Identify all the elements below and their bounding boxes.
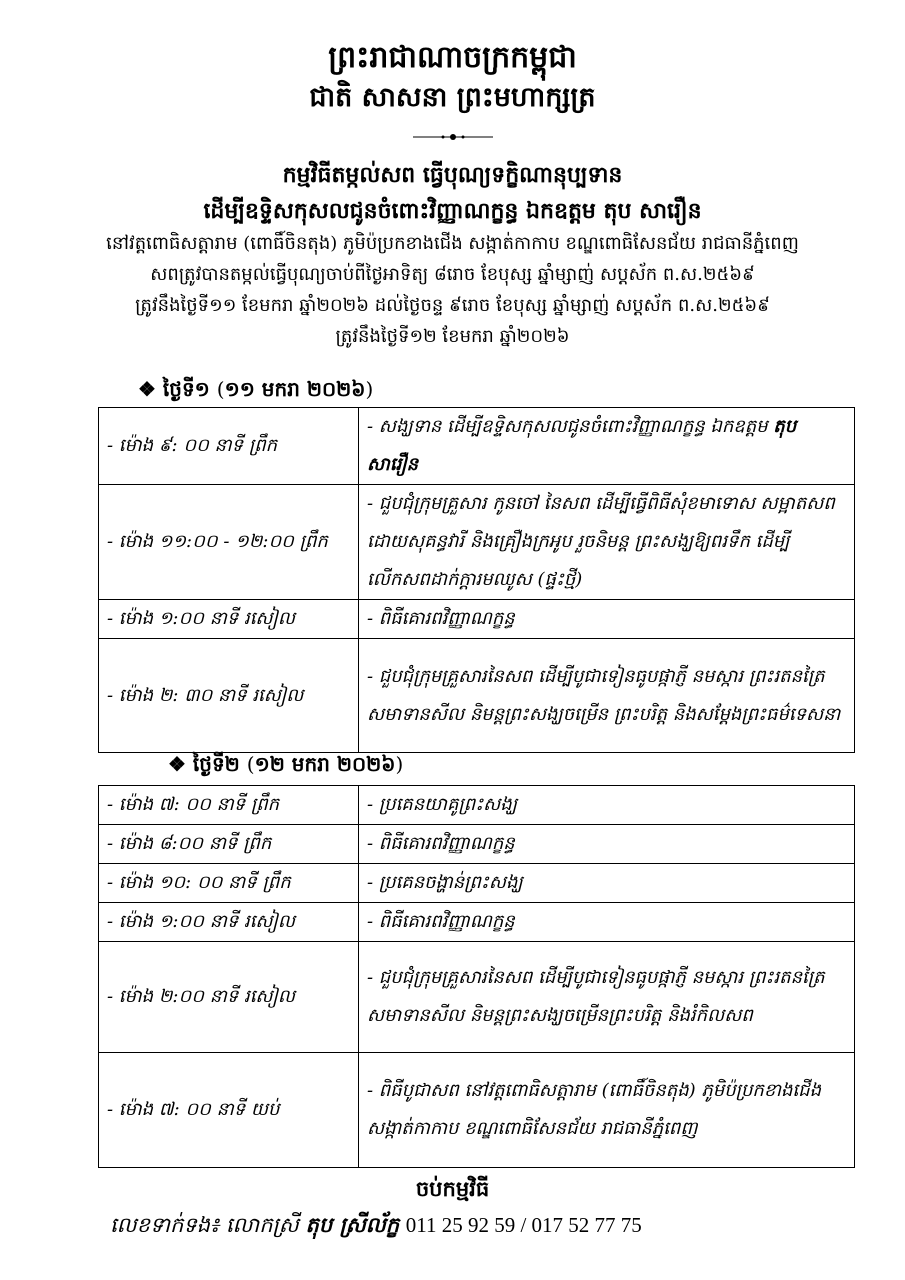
activity-cell: - ពិធីគោរពវិញ្ញាណក្ខន្ធ: [359, 903, 855, 942]
date-line-3: ត្រូវនឹងថ្ងៃទី១២ ខែមករា ឆ្នាំ២០២៦: [335, 326, 570, 347]
bullet-icon: ❖: [138, 377, 156, 401]
activity-cell: - ប្រគេនយាគូព្រះសង្ឃ: [359, 786, 855, 825]
activity-cell: - សង្ឃទាន ដើម្បីឧទ្ទិសកុសលជូនចំពោះវិញ្ញាណក្ខន្ធ ឯកឧត្តម តុប សារឿន: [359, 408, 855, 485]
table-row: [99, 1053, 855, 1168]
time-cell: - ម៉ោង ២:០០ នាទី រសៀល: [99, 942, 359, 1053]
activity-cell: - ជួបជុំក្រុមគ្រួសារ កូនចៅ នៃសព ដើម្បីធ្វើពិធីសុំខមាទោស សម្អាតសព ដោយសុគន្ធវារី និងគ្រឿងក្រអូប រួចនិមន្ត ព្រះសង្ឃឱ្យពរទឹក ដើម្បីលើកសពដាក់ក្តារមឈូស (ផ្ទះថ្មី): [359, 485, 855, 600]
program-subtitle: ដើម្បីឧទ្ទិសកុសលជូនចំពោះវិញ្ញាណក្ខន្ធ ឯកឧត្តម តុប សារឿន: [203, 198, 702, 224]
contact-line: [110, 1212, 642, 1243]
day1-label: ថ្ងៃទី១: [162, 377, 210, 401]
day1-heading: ❖ ថ្ងៃទី១ (១១ មករា ២០២៦): [138, 377, 374, 401]
time-cell: - ម៉ោង ១១:០០ - ១២:០០ ព្រឹក: [99, 485, 359, 600]
day2-date: ១២ មករា ២០២៦: [254, 752, 396, 776]
program-end: ចប់កម្មវិធី: [415, 1176, 490, 1201]
contact-label: លេខទាក់ទង៖ លោកស្រី: [110, 1213, 299, 1237]
day1-schedule-table: [98, 407, 855, 753]
activity-cell: - ជួបជុំក្រុមគ្រួសារនៃសព ដើម្បីបូជាទៀនធូបផ្កាភ្ញី នមស្ការ ព្រះរតនត្រៃ សមាទានសីល និមន្តព្រះសង្ឃចម្រើន ព្រះបរិត្ត និងសម្តែងព្រះធម៌ទេសនា: [359, 639, 855, 753]
activity-cell: - ពិធីគោរពវិញ្ញាណក្ខន្ធ: [359, 600, 855, 639]
motto-header: ជាតិ សាសនា ព្រះមហាក្សត្រ: [309, 82, 596, 113]
day1-date: ១១ មករា ២០២៦: [224, 377, 366, 401]
day2-heading: ❖ ថ្ងៃទី២ (១២ មករា ២០២៦): [168, 752, 404, 776]
table-row: [99, 408, 855, 485]
table-row: [99, 903, 855, 942]
time-cell: - ម៉ោង ២: ៣០ នាទី រសៀល: [99, 639, 359, 753]
table-row: [99, 485, 855, 600]
table-row: [99, 639, 855, 753]
ornament-divider: [413, 132, 493, 142]
activity-cell: - ជួបជុំក្រុមគ្រួសារនៃសព ដើម្បីបូជាទៀនធូបផ្កាភ្ញី នមស្ការ ព្រះរតនត្រៃ សមាទានសីល និមន្តព្រះសង្ឃចម្រើនព្រះបរិត្ត និងរំកិលសព: [359, 942, 855, 1053]
day2-schedule-table: [98, 785, 855, 1168]
activity-cell: - ប្រគេនចង្ហាន់ព្រះសង្ឃ: [359, 864, 855, 903]
time-cell: - ម៉ោង ៧: ០០ នាទី ព្រឹក: [99, 786, 359, 825]
table-row: [99, 864, 855, 903]
day2-label: ថ្ងៃទី២: [192, 752, 240, 776]
time-cell: - ម៉ោង ៧: ០០ នាទី យប់: [99, 1053, 359, 1168]
date-line-1: សពត្រូវបានតម្កល់ធ្វើបុណ្យចាប់ពីថ្ងៃអាទិត្យ ៨រោច ខែបុស្ស ឆ្នាំម្សាញ់ សប្តស័ក ព.ស.២៥៦៩: [150, 264, 755, 285]
time-cell: - ម៉ោង ១០: ០០ នាទី ព្រឹក: [99, 864, 359, 903]
contact-name: តុប ស្រីល័ក្ខ: [305, 1212, 400, 1237]
location-line: នៅវត្តពោធិសត្តារាម (ពោធិ៍ចិនតុង) ភូមិប៉ប្រកខាងជើង សង្កាត់កាកាប ខណ្ឌពោធិសែនជ័យ រាជធានីភ្នំពេញ: [106, 233, 799, 254]
activity-cell: - ពិធីបូជាសព នៅវត្តពោធិសត្តារាម (ពោធិ៍ចិនតុង) ភូមិប៉ប្រកខាងជើង សង្កាត់កាកាប ខណ្ឌពោធិសែនជ័យ រាជធានីភ្នំពេញ: [359, 1053, 855, 1168]
honoree-name: តុប សារឿន: [367, 416, 797, 475]
kingdom-header: ព្រះរាជាណាចក្រកម្ពុជា: [328, 40, 577, 75]
time-cell: - ម៉ោង ១:០០ នាទី រសៀល: [99, 600, 359, 639]
table-row: [99, 825, 855, 864]
activity-cell: - ពិធីគោរពវិញ្ញាណក្ខន្ធ: [359, 825, 855, 864]
time-cell: - ម៉ោង ៩: ០០ នាទី ព្រឹក: [99, 408, 359, 485]
table-row: [99, 942, 855, 1053]
bullet-icon: ❖: [168, 752, 186, 776]
table-row: [99, 786, 855, 825]
date-line-2: ត្រូវនឹងថ្ងៃទី១១ ខែមករា ឆ្នាំ២០២៦ ដល់ថ្ងៃចន្ទ ៩រោច ខែបុស្ស ឆ្នាំម្សាញ់ សប្តស័ក ព.ស.២៥៦៩: [135, 295, 770, 316]
time-cell: - ម៉ោង ១:០០ នាទី រសៀល: [99, 903, 359, 942]
time-cell: - ម៉ោង ៨:០០ នាទី ព្រឹក: [99, 825, 359, 864]
program-title: កម្មវិធីតម្កល់សព ធ្វើបុណ្យទក្ខិណានុប្បទាន: [282, 162, 623, 188]
contact-phones: 011 25 92 59 / 017 52 77 75: [405, 1213, 642, 1237]
table-row: [99, 600, 855, 639]
